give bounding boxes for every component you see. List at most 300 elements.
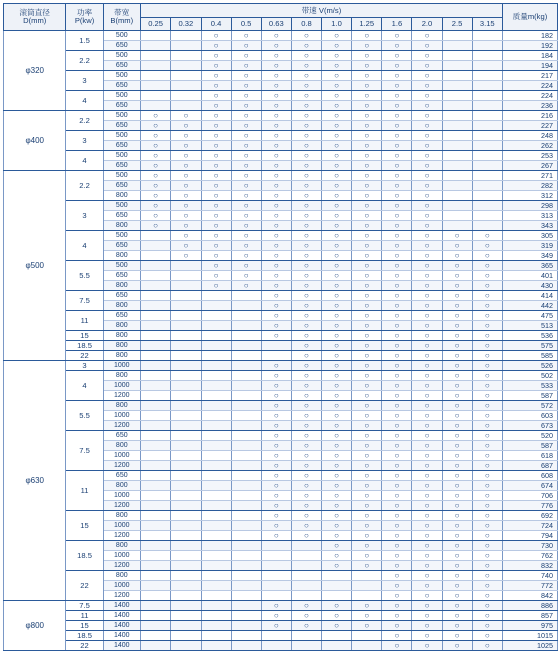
speed-mark-cell — [201, 521, 231, 531]
speed-mark-cell — [201, 321, 231, 331]
available-mark-icon: ○ — [291, 141, 321, 151]
belt-width-cell: 1200 — [103, 501, 140, 511]
available-mark-icon: ○ — [412, 331, 442, 341]
speed-mark-cell — [261, 541, 291, 551]
available-mark-icon: ○ — [291, 171, 321, 181]
belt-width-cell: 800 — [103, 321, 140, 331]
speed-mark-cell — [171, 401, 201, 411]
available-mark-icon: ○ — [322, 191, 352, 201]
speed-mark-cell — [472, 141, 502, 151]
available-mark-icon: ○ — [352, 171, 382, 181]
belt-width-cell: 1000 — [103, 411, 140, 421]
available-mark-icon: ○ — [472, 341, 502, 351]
speed-mark-cell — [472, 71, 502, 81]
available-mark-icon: ○ — [291, 111, 321, 121]
speed-mark-cell — [171, 61, 201, 71]
mass-cell: 216 — [502, 111, 557, 121]
available-mark-icon: ○ — [352, 531, 382, 541]
speed-mark-cell — [171, 351, 201, 361]
speed-mark-cell — [322, 581, 352, 591]
speed-mark-cell — [231, 601, 261, 611]
speed-mark-cell — [261, 631, 291, 641]
power-header-title: 功率 — [76, 8, 93, 18]
table-row — [4, 311, 558, 321]
speed-header-6: 1.0 — [322, 18, 352, 31]
available-mark-icon: ○ — [261, 601, 291, 611]
mass-cell: 832 — [502, 561, 557, 571]
speed-mark-cell — [171, 441, 201, 451]
speed-mark-cell — [201, 601, 231, 611]
table-row — [4, 31, 558, 41]
diameter-cell: φ500 — [4, 171, 66, 361]
belt-width-cell: 650 — [103, 311, 140, 321]
available-mark-icon: ○ — [201, 41, 231, 51]
available-mark-icon: ○ — [171, 151, 201, 161]
available-mark-icon: ○ — [171, 141, 201, 151]
mass-cell: 730 — [502, 541, 557, 551]
available-mark-icon: ○ — [322, 41, 352, 51]
mass-cell: 762 — [502, 551, 557, 561]
speed-mark-cell — [171, 631, 201, 641]
available-mark-icon: ○ — [412, 641, 442, 651]
speed-mark-cell — [201, 361, 231, 371]
available-mark-icon: ○ — [472, 361, 502, 371]
speed-mark-cell — [140, 391, 170, 401]
mass-cell: 224 — [502, 91, 557, 101]
available-mark-icon: ○ — [412, 271, 442, 281]
available-mark-icon: ○ — [322, 311, 352, 321]
available-mark-icon: ○ — [291, 261, 321, 271]
mass-cell: 502 — [502, 371, 557, 381]
belt-width-cell: 800 — [103, 221, 140, 231]
speed-mark-cell — [171, 591, 201, 601]
speed-mark-cell — [231, 371, 261, 381]
available-mark-icon: ○ — [352, 371, 382, 381]
speed-mark-cell — [442, 101, 472, 111]
available-mark-icon: ○ — [472, 241, 502, 251]
available-mark-icon: ○ — [231, 121, 261, 131]
available-mark-icon: ○ — [261, 521, 291, 531]
available-mark-icon: ○ — [291, 511, 321, 521]
belt-width-cell: 800 — [103, 331, 140, 341]
speed-mark-cell — [472, 201, 502, 211]
power-cell: 2.2 — [66, 171, 103, 201]
available-mark-icon: ○ — [291, 441, 321, 451]
speed-mark-cell — [231, 351, 261, 361]
available-mark-icon: ○ — [291, 191, 321, 201]
available-mark-icon: ○ — [201, 211, 231, 221]
power-cell: 22 — [66, 571, 103, 601]
available-mark-icon: ○ — [322, 491, 352, 501]
available-mark-icon: ○ — [201, 121, 231, 131]
belt-width-cell: 1200 — [103, 531, 140, 541]
available-mark-icon: ○ — [171, 211, 201, 221]
available-mark-icon: ○ — [382, 351, 412, 361]
speed-mark-cell — [171, 371, 201, 381]
speed-mark-cell — [472, 121, 502, 131]
speed-mark-cell — [231, 391, 261, 401]
mass-cell: 513 — [502, 321, 557, 331]
speed-mark-cell — [352, 581, 382, 591]
speed-mark-cell — [442, 91, 472, 101]
table-row — [4, 231, 558, 241]
belt-width-cell: 1400 — [103, 611, 140, 621]
available-mark-icon: ○ — [472, 281, 502, 291]
available-mark-icon: ○ — [140, 121, 170, 131]
table-row — [4, 511, 558, 521]
available-mark-icon: ○ — [382, 81, 412, 91]
speed-mark-cell — [140, 581, 170, 591]
available-mark-icon: ○ — [231, 61, 261, 71]
available-mark-icon: ○ — [352, 311, 382, 321]
power-header — [66, 4, 103, 31]
available-mark-icon: ○ — [412, 291, 442, 301]
available-mark-icon: ○ — [442, 401, 472, 411]
belt-width-cell: 800 — [103, 541, 140, 551]
speed-mark-cell — [171, 551, 201, 561]
available-mark-icon: ○ — [140, 151, 170, 161]
available-mark-icon: ○ — [201, 141, 231, 151]
available-mark-icon: ○ — [231, 131, 261, 141]
available-mark-icon: ○ — [322, 71, 352, 81]
table-row — [4, 611, 558, 621]
power-cell: 3 — [66, 131, 103, 151]
available-mark-icon: ○ — [261, 41, 291, 51]
speed-mark-cell — [201, 431, 231, 441]
speed-mark-cell — [171, 611, 201, 621]
available-mark-icon: ○ — [412, 371, 442, 381]
available-mark-icon: ○ — [442, 551, 472, 561]
available-mark-icon: ○ — [352, 241, 382, 251]
available-mark-icon: ○ — [261, 81, 291, 91]
power-cell: 18.5 — [66, 631, 103, 641]
speed-mark-cell — [171, 51, 201, 61]
available-mark-icon: ○ — [442, 631, 472, 641]
available-mark-icon: ○ — [291, 461, 321, 471]
speed-mark-cell — [201, 621, 231, 631]
speed-mark-cell — [231, 491, 261, 501]
available-mark-icon: ○ — [261, 461, 291, 471]
available-mark-icon: ○ — [382, 571, 412, 581]
mass-cell: 475 — [502, 311, 557, 321]
speed-mark-cell — [352, 591, 382, 601]
available-mark-icon: ○ — [352, 501, 382, 511]
speed-mark-cell — [291, 541, 321, 551]
available-mark-icon: ○ — [472, 581, 502, 591]
available-mark-icon: ○ — [382, 251, 412, 261]
power-cell: 11 — [66, 471, 103, 511]
available-mark-icon: ○ — [261, 61, 291, 71]
speed-mark-cell — [472, 81, 502, 91]
speed-mark-cell — [472, 91, 502, 101]
power-cell: 11 — [66, 611, 103, 621]
available-mark-icon: ○ — [231, 101, 261, 111]
available-mark-icon: ○ — [261, 91, 291, 101]
available-mark-icon: ○ — [442, 591, 472, 601]
available-mark-icon: ○ — [291, 411, 321, 421]
speed-mark-cell — [171, 451, 201, 461]
speed-mark-cell — [231, 441, 261, 451]
available-mark-icon: ○ — [472, 251, 502, 261]
available-mark-icon: ○ — [322, 161, 352, 171]
available-mark-icon: ○ — [382, 361, 412, 371]
available-mark-icon: ○ — [201, 71, 231, 81]
speed-mark-cell — [231, 381, 261, 391]
available-mark-icon: ○ — [352, 41, 382, 51]
available-mark-icon: ○ — [442, 601, 472, 611]
available-mark-icon: ○ — [322, 181, 352, 191]
available-mark-icon: ○ — [412, 631, 442, 641]
available-mark-icon: ○ — [231, 181, 261, 191]
available-mark-icon: ○ — [442, 521, 472, 531]
speed-mark-cell — [201, 351, 231, 361]
available-mark-icon: ○ — [382, 631, 412, 641]
available-mark-icon: ○ — [442, 261, 472, 271]
available-mark-icon: ○ — [472, 271, 502, 281]
speed-mark-cell — [231, 361, 261, 371]
available-mark-icon: ○ — [261, 71, 291, 81]
available-mark-icon: ○ — [472, 561, 502, 571]
available-mark-icon: ○ — [382, 281, 412, 291]
available-mark-icon: ○ — [201, 181, 231, 191]
speed-mark-cell — [291, 591, 321, 601]
available-mark-icon: ○ — [442, 611, 472, 621]
speed-mark-cell — [140, 501, 170, 511]
available-mark-icon: ○ — [231, 251, 261, 261]
available-mark-icon: ○ — [442, 271, 472, 281]
speed-mark-cell — [291, 561, 321, 571]
speed-mark-cell — [140, 531, 170, 541]
speed-mark-cell — [140, 101, 170, 111]
available-mark-icon: ○ — [322, 211, 352, 221]
available-mark-icon: ○ — [352, 331, 382, 341]
available-mark-icon: ○ — [322, 481, 352, 491]
available-mark-icon: ○ — [322, 351, 352, 361]
available-mark-icon: ○ — [382, 211, 412, 221]
speed-mark-cell — [140, 421, 170, 431]
speed-mark-cell — [140, 441, 170, 451]
available-mark-icon: ○ — [322, 221, 352, 231]
available-mark-icon: ○ — [412, 281, 442, 291]
speed-mark-cell — [171, 641, 201, 651]
available-mark-icon: ○ — [322, 151, 352, 161]
speed-header-0: 0.25 — [140, 18, 170, 31]
available-mark-icon: ○ — [382, 181, 412, 191]
speed-mark-cell — [171, 561, 201, 571]
mass-cell: 365 — [502, 261, 557, 271]
drum-spec-table — [3, 3, 558, 651]
speed-mark-cell — [261, 591, 291, 601]
available-mark-icon: ○ — [291, 211, 321, 221]
available-mark-icon: ○ — [352, 281, 382, 291]
mass-cell: 1025 — [502, 641, 557, 651]
belt-width-cell: 500 — [103, 31, 140, 41]
available-mark-icon: ○ — [261, 51, 291, 61]
available-mark-icon: ○ — [352, 621, 382, 631]
power-cell: 3 — [66, 361, 103, 371]
available-mark-icon: ○ — [261, 241, 291, 251]
speed-mark-cell — [261, 571, 291, 581]
table-row — [4, 51, 558, 61]
available-mark-icon: ○ — [291, 331, 321, 341]
available-mark-icon: ○ — [382, 601, 412, 611]
available-mark-icon: ○ — [171, 161, 201, 171]
mass-cell: 618 — [502, 451, 557, 461]
available-mark-icon: ○ — [291, 281, 321, 291]
available-mark-icon: ○ — [382, 431, 412, 441]
speed-mark-cell — [261, 561, 291, 571]
available-mark-icon: ○ — [322, 441, 352, 451]
available-mark-icon: ○ — [382, 621, 412, 631]
available-mark-icon: ○ — [472, 641, 502, 651]
available-mark-icon: ○ — [322, 601, 352, 611]
available-mark-icon: ○ — [352, 411, 382, 421]
available-mark-icon: ○ — [382, 511, 412, 521]
available-mark-icon: ○ — [412, 421, 442, 431]
mass-cell: 585 — [502, 351, 557, 361]
diameter-header-title: 滚筒直径 — [19, 8, 50, 18]
speed-mark-cell — [231, 551, 261, 561]
available-mark-icon: ○ — [382, 461, 412, 471]
speed-mark-cell — [201, 441, 231, 451]
speed-mark-cell — [171, 71, 201, 81]
available-mark-icon: ○ — [261, 451, 291, 461]
table-row — [4, 171, 558, 181]
speed-mark-cell — [171, 361, 201, 371]
available-mark-icon: ○ — [382, 371, 412, 381]
speed-mark-cell — [171, 311, 201, 321]
available-mark-icon: ○ — [472, 401, 502, 411]
mass-cell: 253 — [502, 151, 557, 161]
available-mark-icon: ○ — [412, 431, 442, 441]
table-row — [4, 401, 558, 411]
available-mark-icon: ○ — [352, 301, 382, 311]
speed-mark-cell — [442, 191, 472, 201]
available-mark-icon: ○ — [231, 151, 261, 161]
available-mark-icon: ○ — [322, 381, 352, 391]
mass-cell: 430 — [502, 281, 557, 291]
available-mark-icon: ○ — [171, 181, 201, 191]
speed-mark-cell — [140, 411, 170, 421]
available-mark-icon: ○ — [261, 261, 291, 271]
available-mark-icon: ○ — [442, 361, 472, 371]
available-mark-icon: ○ — [382, 551, 412, 561]
available-mark-icon: ○ — [412, 541, 442, 551]
available-mark-icon: ○ — [291, 491, 321, 501]
speed-mark-cell — [442, 131, 472, 141]
power-cell: 18.5 — [66, 341, 103, 351]
available-mark-icon: ○ — [322, 171, 352, 181]
mass-cell: 520 — [502, 431, 557, 441]
available-mark-icon: ○ — [261, 281, 291, 291]
speed-mark-cell — [231, 611, 261, 621]
available-mark-icon: ○ — [231, 211, 261, 221]
available-mark-icon: ○ — [291, 321, 321, 331]
speed-mark-cell — [291, 581, 321, 591]
available-mark-icon: ○ — [261, 421, 291, 431]
available-mark-icon: ○ — [382, 301, 412, 311]
available-mark-icon: ○ — [412, 551, 442, 561]
speed-mark-cell — [291, 571, 321, 581]
available-mark-icon: ○ — [382, 191, 412, 201]
mass-cell: 536 — [502, 331, 557, 341]
available-mark-icon: ○ — [382, 611, 412, 621]
available-mark-icon: ○ — [322, 61, 352, 71]
available-mark-icon: ○ — [472, 601, 502, 611]
available-mark-icon: ○ — [412, 161, 442, 171]
available-mark-icon: ○ — [322, 421, 352, 431]
available-mark-icon: ○ — [231, 231, 261, 241]
speed-mark-cell — [171, 421, 201, 431]
speed-mark-cell — [201, 541, 231, 551]
available-mark-icon: ○ — [322, 291, 352, 301]
available-mark-icon: ○ — [231, 51, 261, 61]
available-mark-icon: ○ — [291, 231, 321, 241]
available-mark-icon: ○ — [442, 321, 472, 331]
available-mark-icon: ○ — [322, 391, 352, 401]
available-mark-icon: ○ — [231, 201, 261, 211]
mass-cell: 673 — [502, 421, 557, 431]
speed-mark-cell — [231, 471, 261, 481]
power-cell: 4 — [66, 371, 103, 401]
available-mark-icon: ○ — [412, 91, 442, 101]
available-mark-icon: ○ — [352, 121, 382, 131]
available-mark-icon: ○ — [382, 291, 412, 301]
available-mark-icon: ○ — [412, 141, 442, 151]
available-mark-icon: ○ — [382, 91, 412, 101]
speed-mark-cell — [171, 501, 201, 511]
belt-width-cell: 650 — [103, 41, 140, 51]
speed-mark-cell — [140, 231, 170, 241]
power-cell: 22 — [66, 641, 103, 651]
available-mark-icon: ○ — [291, 381, 321, 391]
available-mark-icon: ○ — [382, 541, 412, 551]
belt-width-cell: 650 — [103, 101, 140, 111]
speed-mark-cell — [201, 611, 231, 621]
available-mark-icon: ○ — [291, 451, 321, 461]
available-mark-icon: ○ — [352, 461, 382, 471]
available-mark-icon: ○ — [472, 391, 502, 401]
belt-width-cell: 1000 — [103, 381, 140, 391]
available-mark-icon: ○ — [382, 531, 412, 541]
belt-width-cell: 1400 — [103, 631, 140, 641]
available-mark-icon: ○ — [472, 451, 502, 461]
belt-width-cell: 500 — [103, 71, 140, 81]
speed-mark-cell — [472, 221, 502, 231]
speed-mark-cell — [140, 621, 170, 631]
speed-mark-cell — [201, 471, 231, 481]
available-mark-icon: ○ — [201, 101, 231, 111]
speed-mark-cell — [322, 641, 352, 651]
available-mark-icon: ○ — [322, 201, 352, 211]
speed-mark-cell — [201, 331, 231, 341]
available-mark-icon: ○ — [291, 361, 321, 371]
available-mark-icon: ○ — [352, 291, 382, 301]
speed-mark-cell — [171, 281, 201, 291]
speed-header-8: 1.6 — [382, 18, 412, 31]
available-mark-icon: ○ — [322, 281, 352, 291]
available-mark-icon: ○ — [261, 371, 291, 381]
available-mark-icon: ○ — [472, 471, 502, 481]
available-mark-icon: ○ — [412, 361, 442, 371]
power-cell: 18.5 — [66, 541, 103, 571]
belt-width-cell: 500 — [103, 231, 140, 241]
speed-mark-cell — [472, 51, 502, 61]
available-mark-icon: ○ — [382, 101, 412, 111]
power-cell: 3 — [66, 71, 103, 91]
belt-width-cell: 800 — [103, 571, 140, 581]
available-mark-icon: ○ — [201, 131, 231, 141]
